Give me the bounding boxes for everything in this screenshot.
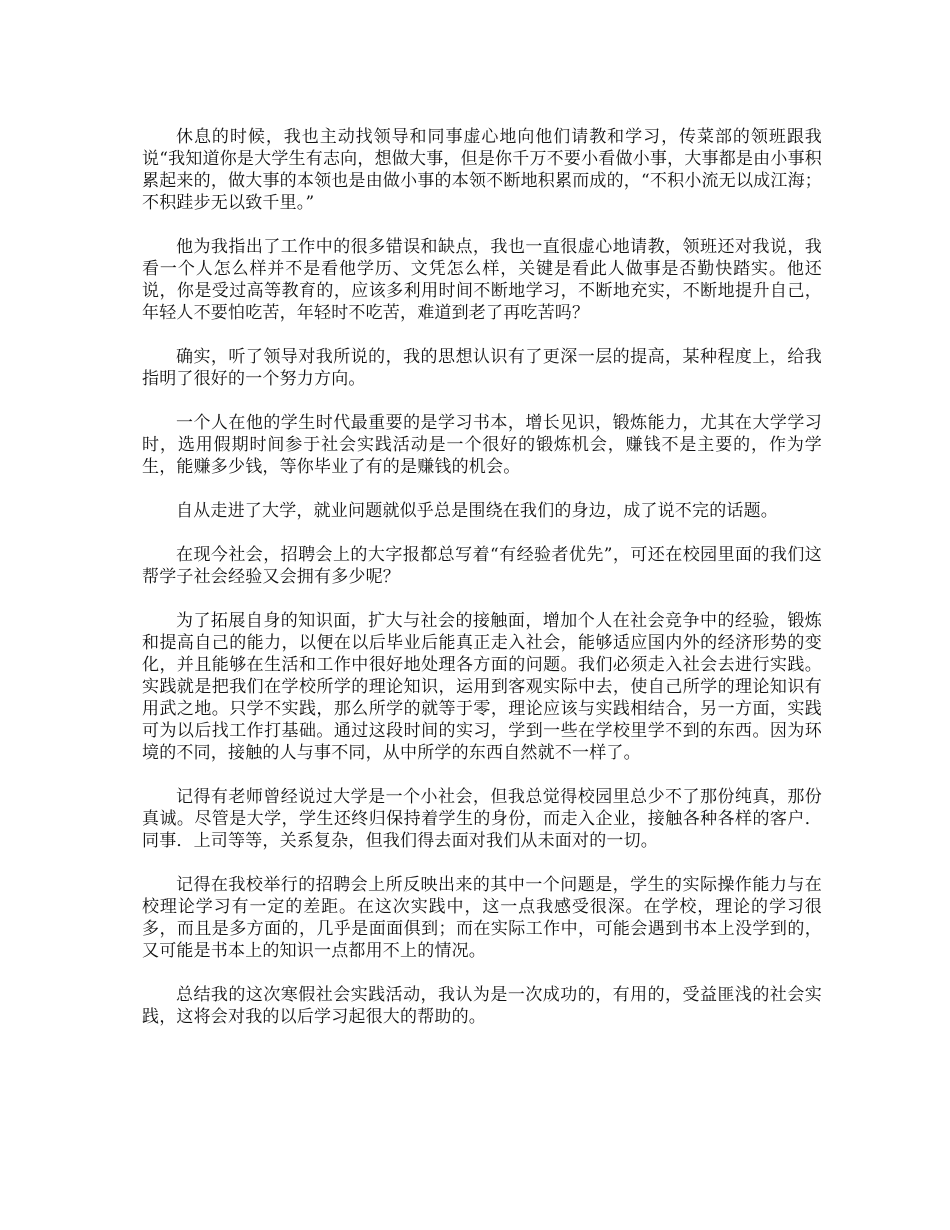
paragraph-9: 记得在我校举行的招聘会上所反映出来的其中一个问题是，学生的实际操作能力与在校理论学习有一定的差距。在这次实践中，这一点我感受很深。在学校，理论的学习很多，而且是多方面的，几乎是面面俱到；而在实际工作中，可能会遇到书本上没学到的，又可能是书本上的知识一点都用不上的情况。: [142, 875, 822, 961]
paragraph-4: 一个人在他的学生时代最重要的是学习书本，增长见识，锻炼能力，尤其在大学学习时，选用假期时间参于社会实践活动是一个很好的锻炼机会，赚钱不是主要的，作为学生，能赚多少钱，等你毕业了有的是赚钱的机会。: [142, 413, 822, 477]
paragraph-8: 记得有老师曾经说过大学是一个小社会，但我总觉得校园里总少不了那份纯真，那份真诚。尽管是大学，学生还终归保持着学生的身份，而走入企业，接触各种各样的客户．同事．上司等等，关系复杂，但我们得去面对我们从未面对的一切。: [142, 787, 822, 851]
paragraph-3: 确实，听了领导对我所说的，我的思想认识有了更深一层的提高，某种程度上，给我指明了很好的一个努力方向。: [142, 347, 822, 389]
paragraph-5: 自从走进了大学，就业问题就似乎总是围绕在我们的身边，成了说不完的话题。: [176, 501, 778, 521]
document-body: [142, 126, 822, 1050]
paragraph-7: 为了拓展自身的知识面，扩大与社会的接触面，增加个人在社会竞争中的经验，锻炼和提高自己的能力，以便在以后毕业后能真正走入社会，能够适应国内外的经济形势的变化，并且能够在生活和工作中很好地处理各方面的问题。我们必须走入社会去进行实践。实践就是把我们在学校所学的理论知识，运用到客观实际中去，使自己所学的理论知识有用武之地。只学不实践，那么所学的就等于零，理论应该与实践相结合，另一方面，实践可为以后找工作打基础。通过这段时间的实习，学到一些在学校里学不到的东西。因为环境的不同，接触的人与事不同，从中所学的东西自然就不一样了。: [142, 611, 822, 763]
paragraph-2: 他为我指出了工作中的很多错误和缺点，我也一直很虚心地请教，领班还对我说，我看一个人怎么样并不是看他学历、文凭怎么样，关键是看此人做事是否勤快踏实。他还说，你是受过高等教育的，应该多利用时间不断地学习，不断地充实，不断地提升自己，年轻人不要怕吃苦，年轻时不吃苦，难道到老了再吃苦吗？: [142, 237, 822, 323]
paragraph-1: 休息的时候，我也主动找领导和同事虚心地向他们请教和学习，传菜部的领班跟我说“我知道你是大学生有志向，想做大事，但是你千万不要小看做小事，大事都是由小事积累起来的，做大事的本领也是由做小事的本领不断地积累而成的，“不积小流无以成江海；不积跬步无以致千里。”: [142, 127, 822, 213]
paragraph-6: 在现今社会，招聘会上的大字报都总写着“有经验者优先”，可还在校园里面的我们这帮学子社会经验又会拥有多少呢？: [142, 545, 822, 587]
paragraph-10: 总结我的这次寒假社会实践活动，我认为是一次成功的，有用的，受益匪浅的社会实践，这将会对我的以后学习起很大的帮助的。: [142, 985, 822, 1027]
